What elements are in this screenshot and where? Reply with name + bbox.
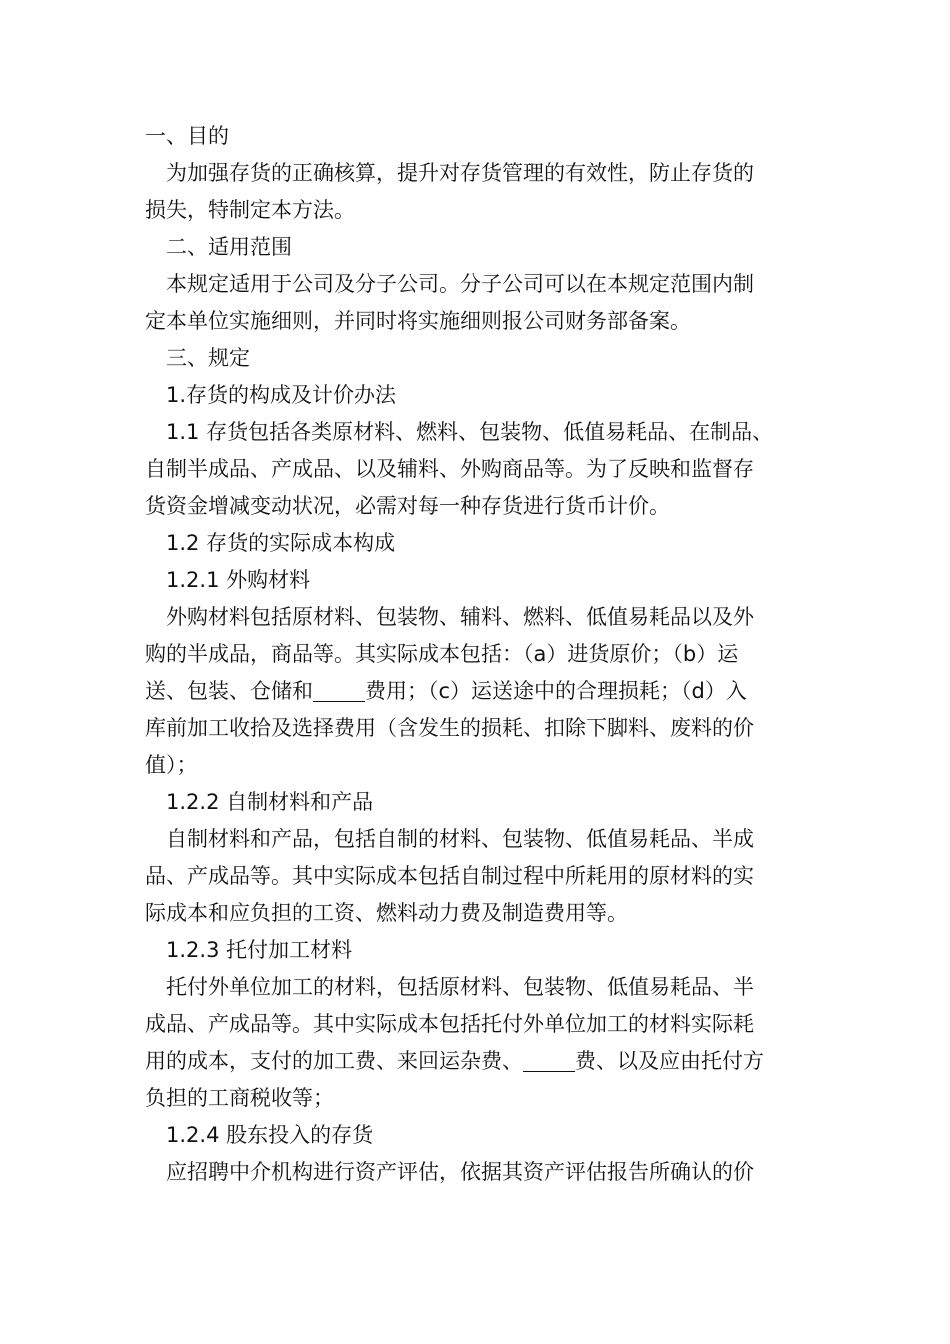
paragraph-line: 值）； [145,753,198,777]
text-span: 送、包装、仓储和 [145,679,313,703]
paragraph-line: 托付外单位加工的材料，包括原材料、包装物、低值易耗品、半 [166,975,754,999]
section-heading: 1.存货的构成及计价办法 [166,383,397,407]
text-span: 费、以及应由托付方 [575,1049,764,1073]
section-heading: 1.2 存货的实际成本构成 [166,531,396,555]
heading-scope: 二、适用范围 [166,235,292,259]
paragraph-line: 本规定适用于公司及分子公司。分子公司可以在本规定范围内制 [166,272,754,296]
paragraph-line: 损失，特制定本方法。 [145,198,355,222]
document-page [145,118,805,1191]
paragraph-line: 外购材料包括原材料、包装物、辅料、燃料、低值易耗品以及外 [166,605,754,629]
fill-blank [313,679,365,702]
paragraph-line: 自制材料和产品，包括自制的材料、包装物、低值易耗品、半成 [166,827,754,851]
paragraph-line: 负担的工商税收等； [145,1086,334,1110]
paragraph-line: 货资金增减变动状况，必需对每一种存货进行货币计价。 [145,494,670,518]
paragraph-line: 为加强存货的正确核算，提升对存货管理的有效性，防止存货的 [166,161,754,185]
section-heading: 1.2.2 自制材料和产品 [166,790,374,814]
section-heading: 1.2.1 外购材料 [166,568,311,592]
fill-blank [523,1049,575,1072]
paragraph-line [145,673,805,710]
paragraph-line: 1.1 存货包括各类原材料、燃料、包装物、低值易耗品、在制品、 [166,420,774,444]
section-heading: 1.2.4 股东投入的存货 [166,1123,374,1147]
paragraph-line: 购的半成品，商品等。其实际成本包括：（a）进货原价；（b）运 [145,642,739,666]
text-span: 费用；（c）运送途中的合理损耗；（d）入 [365,679,747,703]
text-span: 用的成本，支付的加工费、来回运杂费、 [145,1049,523,1073]
paragraph-line: 成品、产成品等。其中实际成本包括托付外单位加工的材料实际耗 [145,1012,754,1036]
paragraph-line: 定本单位实施细则，并同时将实施细则报公司财务部备案。 [145,309,691,333]
paragraph-line: 品、产成品等。其中实际成本包括自制过程中所耗用的原材料的实 [145,864,754,888]
paragraph-line: 库前加工收拾及选择费用（含发生的损耗、扣除下脚料、废料的价 [145,716,754,740]
paragraph-line: 自制半成品、产成品、以及辅料、外购商品等。为了反映和监督存 [145,457,754,481]
heading-rules: 三、规定 [166,346,250,370]
paragraph-line: 际成本和应负担的工资、燃料动力费及制造费用等。 [145,901,628,925]
paragraph-line: 应招聘中介机构进行资产评估，依据其资产评估报告所确认的价 [166,1160,754,1184]
paragraph-line [145,1043,805,1080]
section-heading: 1.2.3 托付加工材料 [166,938,353,962]
heading-purpose: 一、目的 [145,124,229,148]
